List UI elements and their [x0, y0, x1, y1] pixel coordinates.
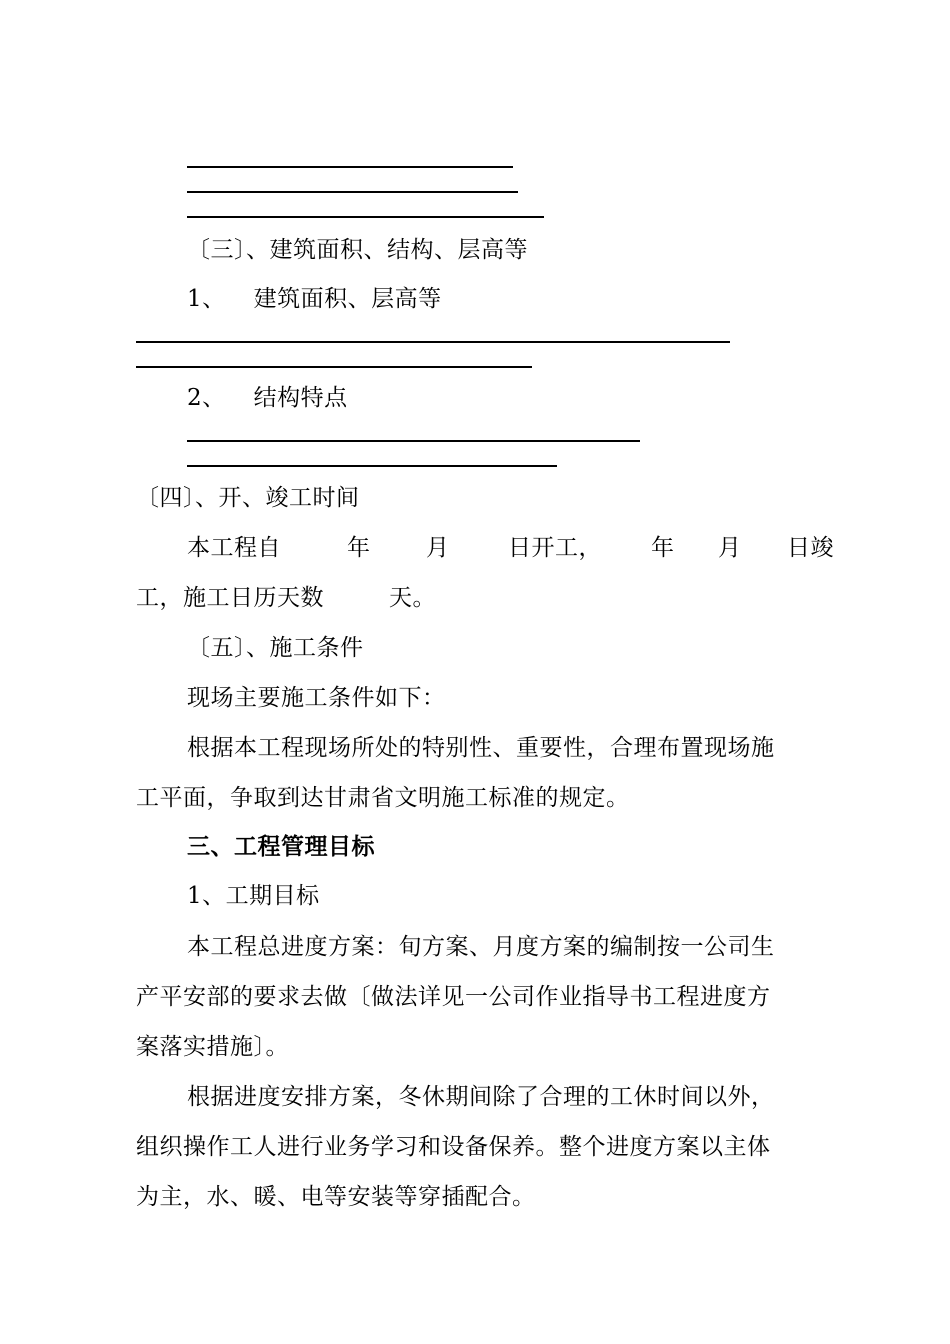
conditions-paragraph-line: 工平面，争取到达甘肃省文明施工标准的规定。	[136, 785, 630, 811]
goal-1-paragraph-line: 产平安部的要求去做〔做法详见一公司作业指导书工程进度方	[136, 984, 771, 1010]
schedule-year-2: 年	[651, 535, 675, 561]
schedule-days: 天。	[389, 585, 436, 611]
item-1-number: 1、	[187, 286, 226, 312]
blank-line	[187, 216, 544, 218]
goal-1-heading: 1、工期目标	[187, 883, 320, 909]
chapter-3-heading: 三、工程管理目标	[187, 834, 375, 860]
item-1-heading	[187, 284, 442, 314]
item-1-label: 建筑面积、层高等	[253, 286, 442, 312]
section-5-heading: 〔五〕、施工条件	[187, 635, 364, 661]
schedule-text: 本工程自	[187, 535, 281, 561]
schedule-day-2: 日竣	[787, 535, 834, 561]
section-4-heading: 〔四〕、开、竣工时间	[136, 485, 360, 511]
item-2-label: 结构特点	[253, 385, 348, 411]
schedule-month-2: 月	[718, 535, 742, 561]
item-2-heading	[187, 383, 348, 413]
goal-1-paragraph-line: 本工程总进度方案：旬方案、月度方案的编制按一公司生	[187, 934, 775, 960]
section-3-heading: 〔三〕、建筑面积、结构、层高等	[187, 237, 528, 263]
goal-1-paragraph-line: 根据进度安排方案，冬休期间除了合理的工休时间以外，	[187, 1084, 775, 1110]
conditions-paragraph-line: 根据本工程现场所处的特别性、重要性，合理布置现场施	[187, 735, 775, 761]
blank-line	[187, 440, 640, 442]
goal-1-paragraph-line: 为主，水、暖、电等安装等穿插配合。	[136, 1184, 536, 1210]
blank-line	[136, 341, 730, 343]
conditions-intro: 现场主要施工条件如下：	[187, 685, 446, 711]
schedule-line-1	[187, 533, 281, 563]
blank-line	[187, 191, 518, 193]
schedule-month-1: 月	[426, 535, 450, 561]
schedule-text: 工，施工日历天数	[136, 585, 324, 611]
item-2-number: 2、	[187, 385, 226, 411]
schedule-line-2	[136, 583, 324, 613]
blank-line	[187, 166, 513, 168]
blank-line	[136, 366, 532, 368]
goal-1-paragraph-line: 组织操作工人进行业务学习和设备保养。整个进度方案以主体	[136, 1134, 771, 1160]
blank-line	[187, 465, 557, 467]
schedule-year-1: 年	[347, 535, 371, 561]
goal-1-paragraph-line: 案落实措施〕。	[136, 1034, 289, 1060]
schedule-day-1: 日开工，	[508, 535, 602, 561]
